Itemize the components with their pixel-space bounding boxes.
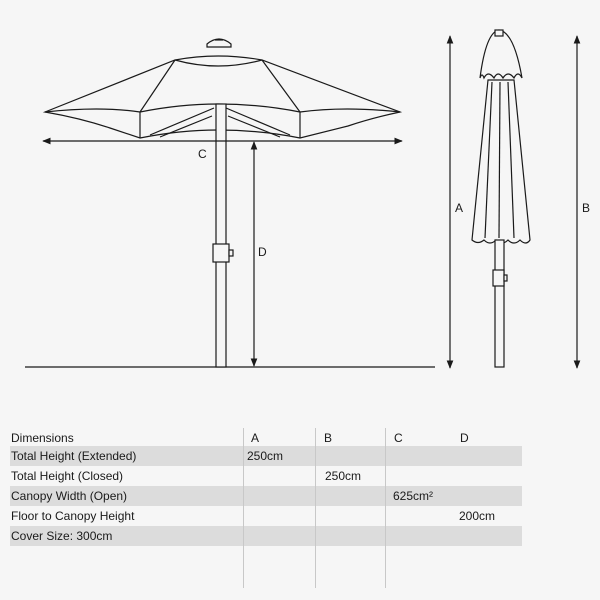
header-d: D — [460, 431, 469, 445]
column-divider — [243, 428, 244, 588]
header-a: A — [251, 431, 260, 445]
closed-umbrella — [472, 30, 530, 367]
row-label: Cover Size: 300cm — [11, 529, 113, 543]
open-umbrella — [45, 39, 400, 367]
row-label: Total Height (Closed) — [11, 469, 124, 483]
table-row — [10, 506, 522, 526]
dimension-d-label: D — [258, 245, 267, 259]
table-row — [10, 466, 522, 486]
row-value-a: 250cm — [247, 449, 284, 463]
dimension-c-label: C — [198, 147, 207, 161]
column-divider — [315, 428, 316, 588]
row-value-d: 200cm — [459, 509, 496, 523]
dimension-a-label: A — [455, 201, 464, 215]
table-row — [10, 446, 522, 466]
row-value-c: 625cm² — [393, 489, 434, 503]
row-value-b: 250cm — [325, 469, 362, 483]
header-b: B — [324, 431, 333, 445]
header-c: C — [394, 431, 403, 445]
column-divider — [385, 428, 386, 588]
table-row — [10, 486, 522, 506]
row-label: Floor to Canopy Height — [11, 509, 135, 523]
header-dimensions: Dimensions — [11, 431, 74, 445]
table-row — [10, 526, 522, 546]
dimension-b-label: B — [582, 201, 591, 215]
table-header-row — [10, 428, 522, 448]
row-label: Canopy Width (Open) — [11, 489, 128, 503]
row-label: Total Height (Extended) — [11, 449, 137, 463]
